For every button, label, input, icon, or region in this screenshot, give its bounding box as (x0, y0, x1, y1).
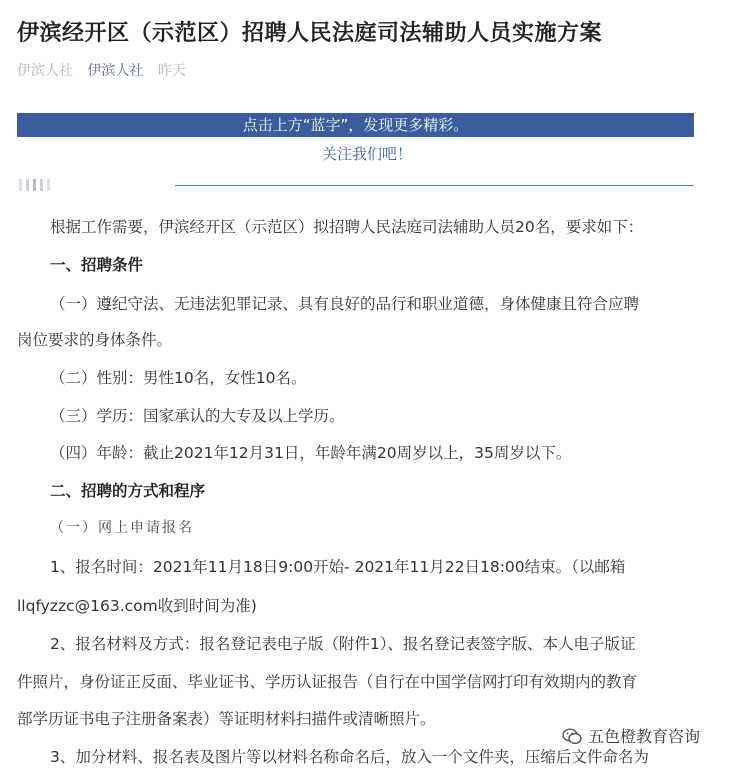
condition-2: （二）性别：男性10名，女性10名。 (50, 369, 307, 387)
watermark (562, 724, 700, 747)
article-title: 伊滨经开区（示范区）招聘人民法庭司法辅助人员实施方案 (17, 21, 603, 46)
condition-3: （三）学历：国家承认的大专及以上学历。 (50, 407, 345, 425)
intro-paragraph: 根据工作需要，伊滨经开区（示范区）拟招聘人民法庭司法辅助人员20名，要求如下： (50, 218, 644, 236)
item-2-line-1: 2、报名材料及方式：报名登记表电子版（附件1）、报名登记表签字版、本人电子版证 (50, 635, 636, 653)
follow-text: 关注我们吧！ (321, 145, 412, 163)
item-1-line-2: llqfyzzc@163.com收到时间为准) (17, 597, 257, 615)
watermark-text: 五色橙教育咨询 (588, 727, 701, 746)
item-2-line-2: 件照片，身份证正反面、毕业证书、学历认证报告（自行在中国学信网打印有效期内的教育 (17, 673, 638, 691)
publish-date: 昨天 (157, 63, 186, 79)
heading-recruitment-conditions: 一、招聘条件 (50, 256, 144, 274)
item-1-line-1: 1、报名时间：2021年11月18日9:00开始- 2021年11月22日18:00结束。（以邮箱 (50, 558, 626, 576)
account-link[interactable]: 伊滨人社 (87, 63, 144, 79)
heading-methods-procedures: 二、招聘的方式和程序 (50, 482, 206, 500)
item-3-line-1: 3、加分材料、报名表及图片等以材料名称命名后，放入一个文件夹，压缩后文件命名为 (50, 748, 649, 766)
decorative-bars-icon (19, 179, 51, 191)
condition-1-line-1: （一）遵纪守法、无违法犯罪记录、具有良好的品行和职业道德，身体健康且符合应聘 (50, 295, 640, 313)
item-2-line-3: 部学历证书电子注册备案表）等证明材料扫描件或清晰照片。 (17, 710, 436, 728)
author-name: 伊滨人社 (17, 63, 73, 79)
subheading-online-registration: （一）网上申请报名 (50, 520, 194, 536)
follow-banner: 点击上方“蓝字”，发现更多精彩。 (17, 113, 694, 137)
section-divider (175, 185, 694, 186)
condition-4: （四）年龄：截止2021年12月31日，年龄年满20周岁以上，35周岁以下。 (50, 444, 572, 462)
condition-1-line-2: 岗位要求的身体条件。 (17, 331, 173, 349)
article-meta (17, 60, 186, 80)
wechat-icon (562, 728, 582, 745)
